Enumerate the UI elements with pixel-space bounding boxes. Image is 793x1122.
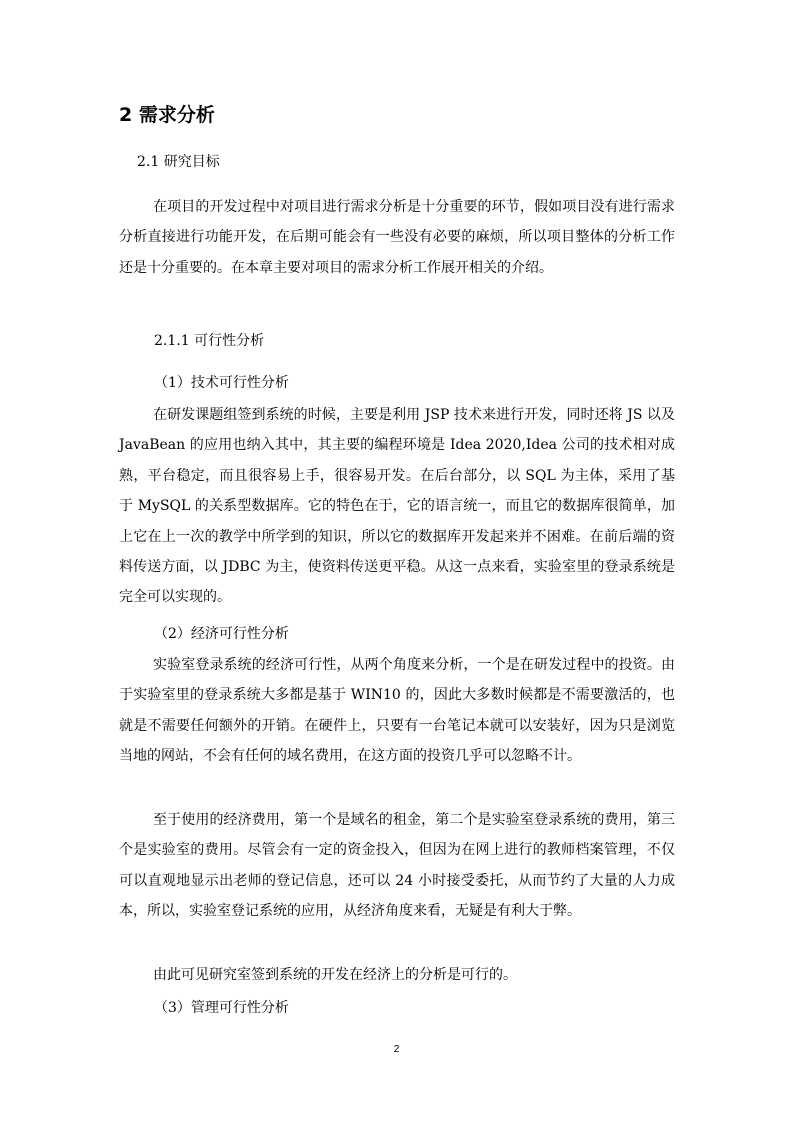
econ-paragraph-2: 至于使用的经济费用，第一个是域名的租金，第二个是实验室登录系统的费用，第三个是实验室的费用。尽管会有一定的资金投入，但因为在网上进行的教师档案管理，不仅可以直观地显示出老师的登记信息，还可以 24 小时接受委托，从而节约了大量的人力成本，所以，实验室登记系统的应用，从经济角度来看，无疑是有利大于弊。 — [119, 812, 675, 920]
tech-feasibility-paragraph: 在研发课题组签到系统的时候，主要是利用 JSP 技术来进行开发，同时还将 JS 以及 JavaBean 的应用也纳入其中，其主要的编程环境是 Idea 2020,Idea 公司的技术相对成熟，平台稳定，而且很容易上手，很容易开发。在后台部分，以 SQL 为主体，采用了基于 MySQL 的关系型数据库。它的特色在于，它的语言统一，而且它的数据库很简单，加上它在上一次的教学中所学到的知识，所以它的数据库开发起来并不困难。在前后端的资料传送方面，以 JDBC 为主，使资料传送更平稳。从这一点来看，实验室里的登录系统是完全可以实现的。 — [119, 407, 675, 606]
subsection-heading-2-1-1: 2.1.1 可行性分析 — [154, 333, 265, 349]
section-heading-2-1: 2.1 研究目标 — [137, 154, 220, 170]
econ-paragraph-3: 由此可见研究室签到系统的开发在经济上的分析是可行的。 — [153, 967, 517, 983]
page-number: 2 — [393, 1044, 400, 1055]
intro-paragraph: 在项目的开发过程中对项目进行需求分析是十分重要的环节，假如项目没有进行需求分析直接进行功能开发，在后期可能会有一些没有必要的麻烦，所以项目整体的分析工作还是十分重要的。在本章主要对项目的需求分析工作展开相关的介绍。 — [119, 199, 675, 276]
econ-feasibility-heading: （2）经济可行性分析 — [154, 626, 289, 642]
econ-paragraph-1: 实验室登录系统的经济可行性，从两个角度来分析，一个是在研发过程中的投资。由于实验室里的登录系统大多都是基于 WIN10 的，因此大多数时候都是不需要激活的，也就是不需要任何额外的开销。在硬件上，只要有一台笔记本就可以安装好，因为只是浏览当地的网站，不会有任何的域名费用，在这方面的投资几乎可以忽略不计。 — [119, 657, 675, 765]
mgmt-feasibility-heading: （3）管理可行性分析 — [154, 1000, 289, 1016]
chapter-heading: 2 需求分析 — [119, 104, 215, 126]
tech-feasibility-heading: （1）技术可行性分析 — [154, 375, 289, 391]
